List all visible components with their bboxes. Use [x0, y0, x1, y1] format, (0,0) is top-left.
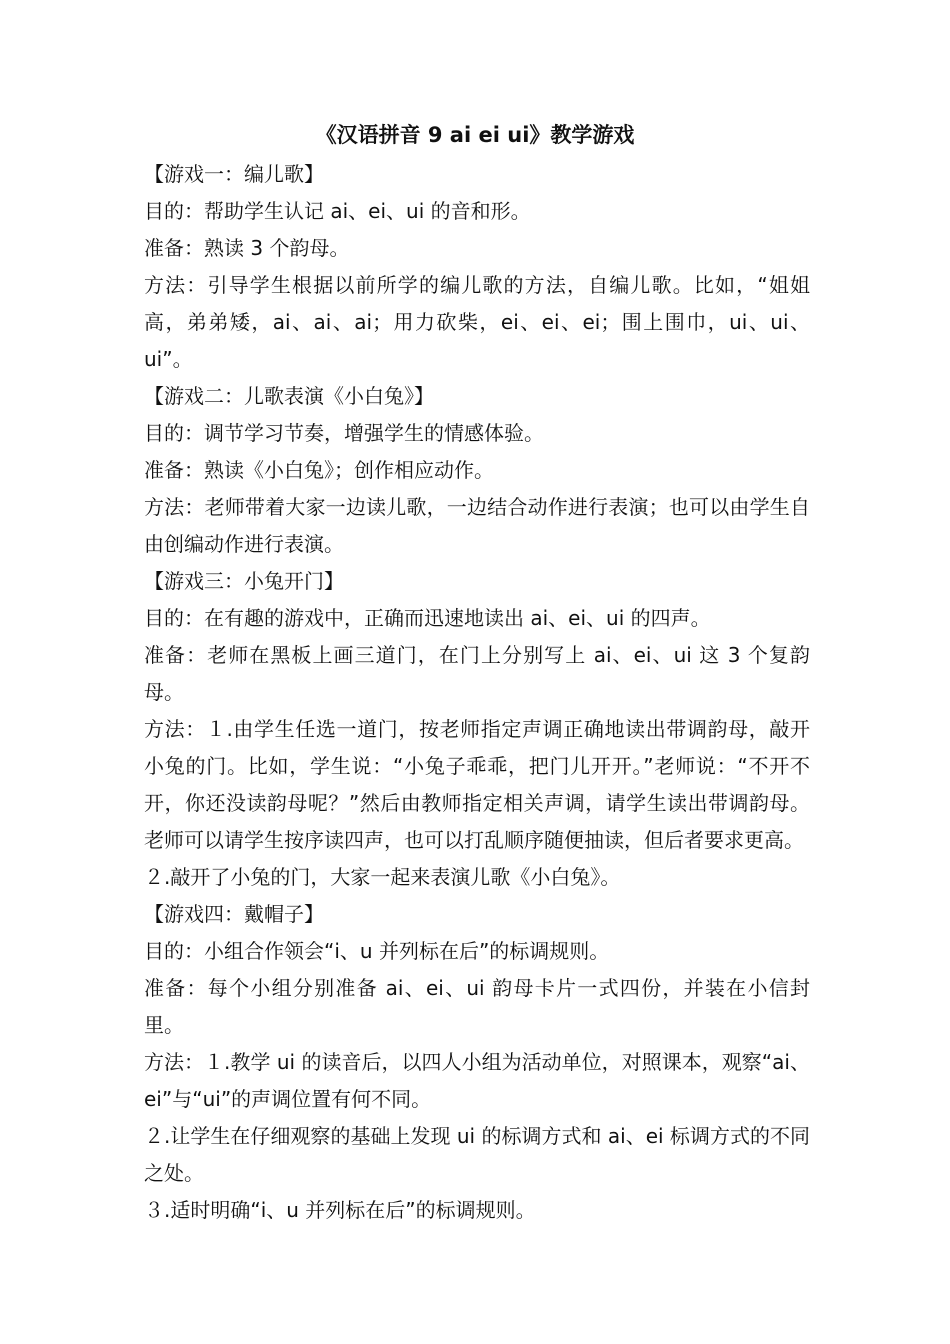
paragraph: 方法：１.由学生任选一道门，按老师指定声调正确地读出带调韵母，敲开小兔的门。比如，学生说：“小兔子乖乖，把门儿开开。”老师说：“不开不开，你还没读韵母呢？”然后由教师指定相关声调，请学生读出带调韵母。老师可以请学生按序读四声，也可以打乱顺序随便抽读，但后者要求更高。	[144, 717, 810, 852]
section-heading-game-3: 【游戏三：小兔开门】	[144, 569, 344, 593]
section-heading-game-2: 【游戏二：儿歌表演《小白兔》】	[144, 384, 434, 408]
paragraph: 目的：帮助学生认记 ai、ei、ui 的音和形。	[144, 199, 531, 223]
paragraph: 目的：在有趣的游戏中，正确而迅速地读出 ai、ei、ui 的四声。	[144, 606, 711, 630]
paragraph: 目的：调节学习节奏，增强学生的情感体验。	[144, 421, 544, 445]
paragraph: 准备：老师在黑板上画三道门，在门上分别写上 ai、ei、ui 这 3 个复韵母。	[144, 643, 810, 704]
paragraph: ３.适时明确“i、u 并列标在后”的标调规则。	[144, 1198, 536, 1222]
paragraph: 准备：熟读 3 个韵母。	[144, 236, 350, 260]
document-title: 《汉语拼音 9 ai ei ui》教学游戏	[315, 123, 635, 147]
paragraph: 准备：每个小组分别准备 ai、ei、ui 韵母卡片一式四份，并装在小信封里。	[144, 976, 810, 1037]
paragraph: 方法：１.教学 ui 的读音后，以四人小组为活动单位，对照课本，观察“ai、ei”与“ui”的声调位置有何不同。	[144, 1050, 810, 1111]
paragraph: 方法：引导学生根据以前所学的编儿歌的方法，自编儿歌。比如，“姐姐高，弟弟矮，ai、ai、ai；用力砍柴，ei、ei、ei；围上围巾，ui、ui、ui”。	[144, 273, 810, 371]
paragraph: 方法：老师带着大家一边读儿歌，一边结合动作进行表演；也可以由学生自由创编动作进行表演。	[144, 495, 810, 556]
paragraph: 准备：熟读《小白兔》；创作相应动作。	[144, 458, 494, 482]
document-body	[144, 156, 810, 1229]
section-heading-game-4: 【游戏四：戴帽子】	[144, 902, 324, 926]
paragraph: 目的：小组合作领会“i、u 并列标在后”的标调规则。	[144, 939, 610, 963]
paragraph: ２.敲开了小兔的门，大家一起来表演儿歌《小白兔》。	[144, 865, 621, 889]
section-heading-game-1: 【游戏一：编儿歌】	[144, 162, 324, 186]
paragraph: ２.让学生在仔细观察的基础上发现 ui 的标调方式和 ai、ei 标调方式的不同之处。	[144, 1124, 810, 1185]
